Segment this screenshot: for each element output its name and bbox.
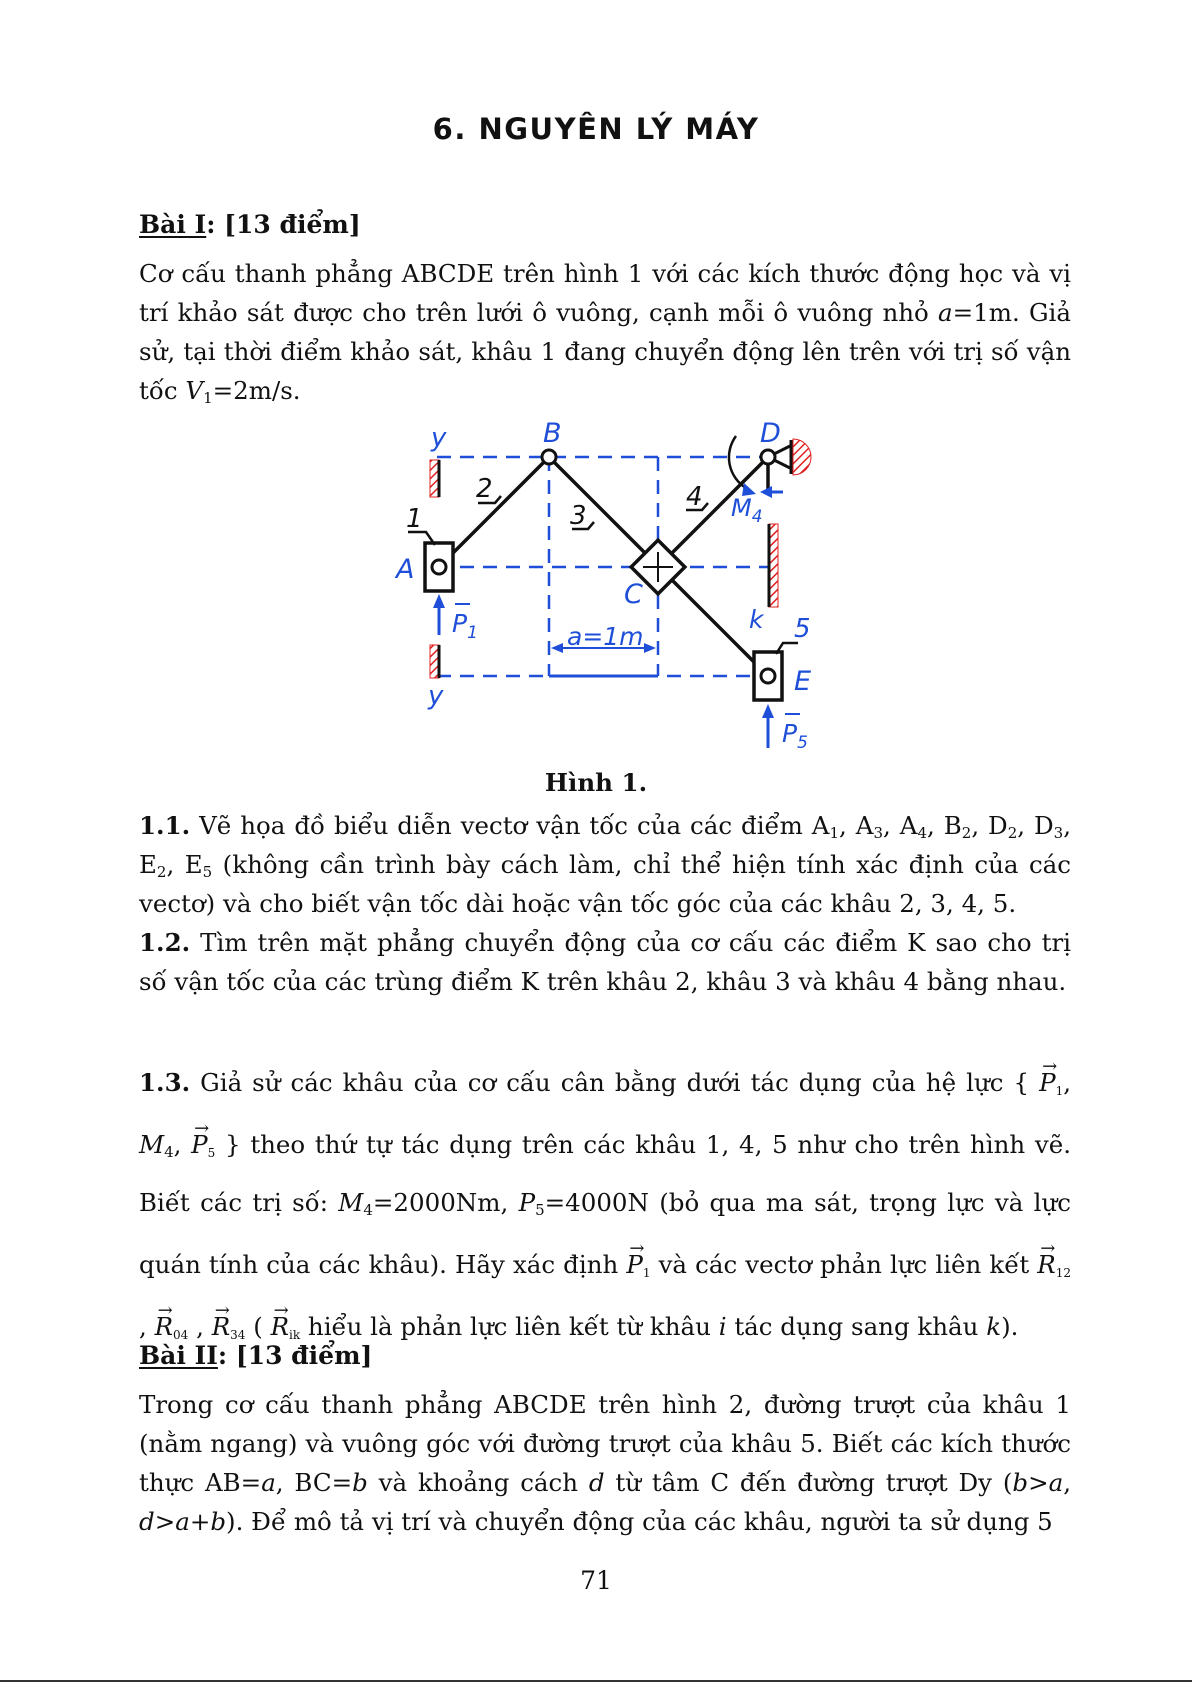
- label-d: D: [760, 418, 781, 449]
- label-e: E: [794, 666, 812, 697]
- label-b: B: [543, 418, 562, 449]
- label-p1: $P_1$: [452, 609, 478, 643]
- label-m4: $M_4$: [731, 494, 763, 527]
- page-title: 6. NGUYÊN LÝ MÁY: [432, 112, 760, 146]
- label-link1: 1: [406, 504, 423, 534]
- figure-caption: Hình 1.: [544, 768, 648, 797]
- label-y-top: y: [431, 423, 447, 453]
- mechanism-figure: [380, 412, 820, 757]
- joint-a: [432, 560, 446, 574]
- page-number: 71: [580, 1566, 612, 1595]
- label-y-bottom: y: [428, 681, 444, 711]
- bai1-heading: Bài I: [13 điểm]: [139, 210, 361, 239]
- joint-e: [761, 669, 775, 683]
- label-scale: a=1m: [567, 622, 644, 651]
- joint-b: [542, 450, 556, 464]
- question-1-1: 1.1. Vẽ họa đồ biểu diễn vectơ vận tốc của các điểm $A_1$, $A_3$, $A_4$, $B_2$, $D_2$, $D_3$, $E_2$, $E_5$ (không cần trình bày cách làm, chỉ thể hiện tính xác định của các vectơ) và cho biết vận tốc dài hoặc vận tốc góc của các khâu 2, 3, 4, 5.: [139, 811, 1072, 918]
- label-link3: 3: [570, 501, 587, 531]
- label-c: C: [624, 579, 643, 610]
- question-1-2: 1.2. Tìm trên mặt phẳng chuyển động của cơ cấu các điểm K sao cho trị số vận tốc của các trùng điểm K trên khâu 2, khâu 3 và khâu 4 bằng nhau.: [139, 928, 1071, 996]
- label-link5: 5: [794, 614, 811, 644]
- joint-d: [761, 450, 775, 464]
- label-a: A: [396, 554, 415, 585]
- bai2-heading: Bài II: [13 điểm]: [139, 1341, 373, 1370]
- label-k: k: [749, 605, 764, 634]
- force-p5-arrow: [762, 704, 774, 718]
- force-p1-arrow: [433, 594, 445, 608]
- bai2-intro: Trong cơ cấu thanh phẳng ABCDE trên hình 2, đường trượt của khâu 1 (nằm ngang) và vuông góc với đường trượt của khâu 5. Biết các kích thước thực AB=a, BC=b và khoảng cách d từ tâm C đến đường trượt Dy (b>a, d>a+b). Để mô tả vị trí và chuyển động của các khâu, người ta sử dụng 5: [139, 1390, 1072, 1536]
- bai1-intro: Cơ cấu thanh phẳng ABCDE trên hình 1 với các kích thước động học và vị trí khảo sát được cho trên lưới ô vuông, cạnh mỗi ô vuông nhỏ a=1m. Giả sử, tại thời điểm khảo sát, khâu 1 đang chuyển động lên trên với trị số vận tốc $V_1=2m/s$.: [139, 259, 1072, 407]
- question-1-3: 1.3. Giả sử các khâu của cơ cấu cân bằng dưới tác dụng của hệ lực { → $P_1$, $M_4$, → $P_5$ } theo thứ tự tác dụng trên các khâu 1, 4, 5 như cho trên hình vẽ. Biết các trị số: $M_4=2000Nm$, $P_5=4000N$ (bỏ qua ma sát, trọng lực và lực quán tính của các khâu). Hãy xác định → $P_1$ và các vectơ phản lực liên kết → $R_{12}$ , → $R_{04}$ , → $R_{34}$ ( → $R_{ik}$ hiểu là phản lực liên kết từ khâu i tác dụng sang khâu k).: [139, 1050, 1071, 1356]
- bottom-divider: [0, 1680, 1192, 1682]
- label-link2: 2: [476, 474, 493, 504]
- label-link4: 4: [686, 482, 703, 512]
- label-p5: $P_5$: [782, 719, 808, 753]
